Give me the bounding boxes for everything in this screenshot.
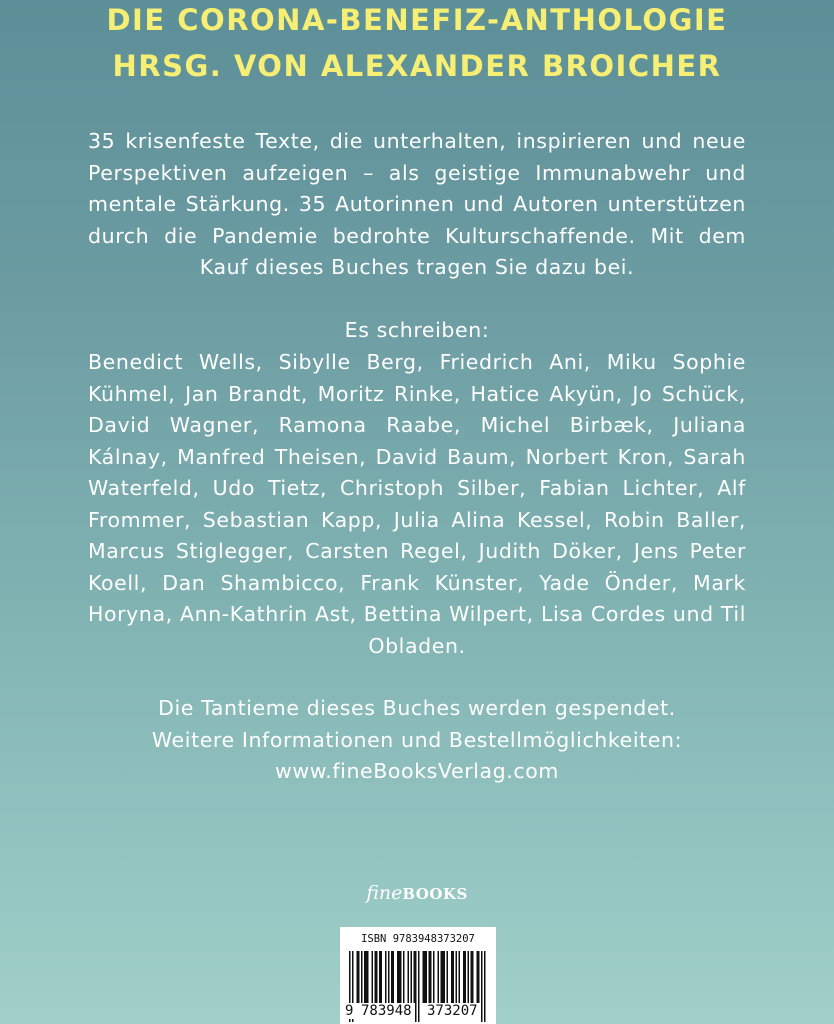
publisher-logo	[0, 880, 834, 907]
barcode-bar	[400, 951, 402, 1003]
barcode-bar	[444, 951, 446, 1003]
cover-title-line-1: DIE CORONA-BENEFIZ-ANTHOLOGIE	[106, 3, 728, 37]
barcode-bar	[478, 951, 480, 1003]
info-note: Weitere Informationen und Bestellmöglichkeiten:	[151, 727, 683, 752]
barcode-bar	[423, 951, 425, 1003]
barcode-digits-group-1: 783948	[361, 1003, 412, 1019]
barcode-bar	[459, 951, 461, 1003]
barcode-bar	[441, 951, 443, 1003]
barcode-bar	[397, 951, 399, 1003]
isbn-label: ISBN 9783948373207	[361, 933, 475, 945]
barcode-bar	[442, 951, 444, 1003]
barcode-bar	[468, 951, 470, 1003]
barcode-bar	[379, 951, 381, 1003]
barcode-bar	[358, 951, 360, 1003]
barcode-bar	[408, 951, 410, 1003]
barcode-bar	[375, 951, 377, 1003]
barcode-bar	[471, 951, 473, 1003]
barcode-bar	[381, 951, 383, 1003]
barcode-bar	[414, 951, 416, 1003]
barcode-bar	[424, 951, 426, 1003]
authors-label: Es schreiben:	[344, 318, 490, 342]
barcode-bar	[453, 951, 455, 1003]
barcode-bar	[361, 951, 363, 1003]
barcode-bar	[433, 951, 435, 1003]
barcode-bar	[364, 951, 366, 1003]
barcode-bar	[472, 951, 474, 1003]
logo-books-text: BOOKS	[402, 885, 468, 903]
barcode-bar	[477, 951, 479, 1003]
barcode-bar	[456, 951, 458, 1003]
barcode-bar	[463, 951, 465, 1003]
cover-title-line-2: HRSG. VON ALEXANDER BROICHER	[112, 49, 722, 83]
barcode-bar	[438, 951, 440, 1003]
barcode-bar	[426, 951, 428, 1003]
barcode-bar	[430, 951, 432, 1003]
donation-note: Die Tantieme dieses Buches werden gespendet.	[158, 696, 676, 720]
barcode-bar	[451, 951, 453, 1003]
barcode-bar	[447, 951, 449, 1003]
authors-list: Benedict Wells, Sibylle Berg, Friedrich Ani, Miku Sophie Kühmel, Jan Brandt, Moritz Rinke, Hatice Akyün, Jo Schück, David Wagner, Ramona Raabe, Michel Birbæk, Juliana Kálnay, Manfred Theisen, David Baum, Norbert Kron, Sarah Waterfeld, Udo Tietz, Christoph Silber, Fabian Lichter, Alf Frommer, Sebastian Kapp, Julia Alina Kessel, Robin Baller, Marcus Stiglegger, Carsten Regel, Judith Döker, Jens Peter Koell, Dan Shambicco, Frank Künster, Yade Önder, Mark Horyna, Ann-Kathrin Ast, Bettina Wilpert, Lisa Cordes und Til Obladen.	[88, 350, 746, 658]
barcode-bar	[403, 951, 405, 1003]
barcode-bar	[411, 951, 413, 1003]
barcode-bar	[393, 951, 395, 1003]
barcode-bar	[385, 951, 387, 1003]
publisher-url: www.fineBooksVerlag.com	[275, 759, 559, 783]
logo-fine-text: fine	[366, 882, 403, 904]
barcode-bar	[391, 951, 393, 1003]
barcode-bar	[372, 951, 374, 1003]
barcode-bar	[429, 951, 431, 1003]
barcode-bar	[357, 951, 359, 1003]
barcode-bar	[388, 951, 390, 1003]
barcode	[340, 927, 496, 1024]
barcode-digits	[340, 1001, 496, 1024]
barcode-bar	[367, 951, 369, 1003]
barcode-bar	[399, 951, 401, 1003]
barcode-bar	[465, 951, 467, 1003]
barcode-bar	[366, 951, 368, 1003]
intro-paragraph: 35 krisenfeste Texte, die unterhalten, inspirieren und neue Perspektiven aufzeigen – als geistige Immunabwehr und mentale Stärkung. 35 Autorinnen und Autoren unterstützen durch die Pandemie bedrohte Kulturschaffende. Mit dem Kauf dieses Buches tragen Sie dazu bei.	[88, 129, 746, 279]
barcode-digits-group-2: 373207	[427, 1003, 478, 1019]
barcode-digit-first: 9	[345, 1003, 354, 1019]
footer-block	[88, 693, 746, 788]
barcode-bar	[376, 951, 378, 1003]
